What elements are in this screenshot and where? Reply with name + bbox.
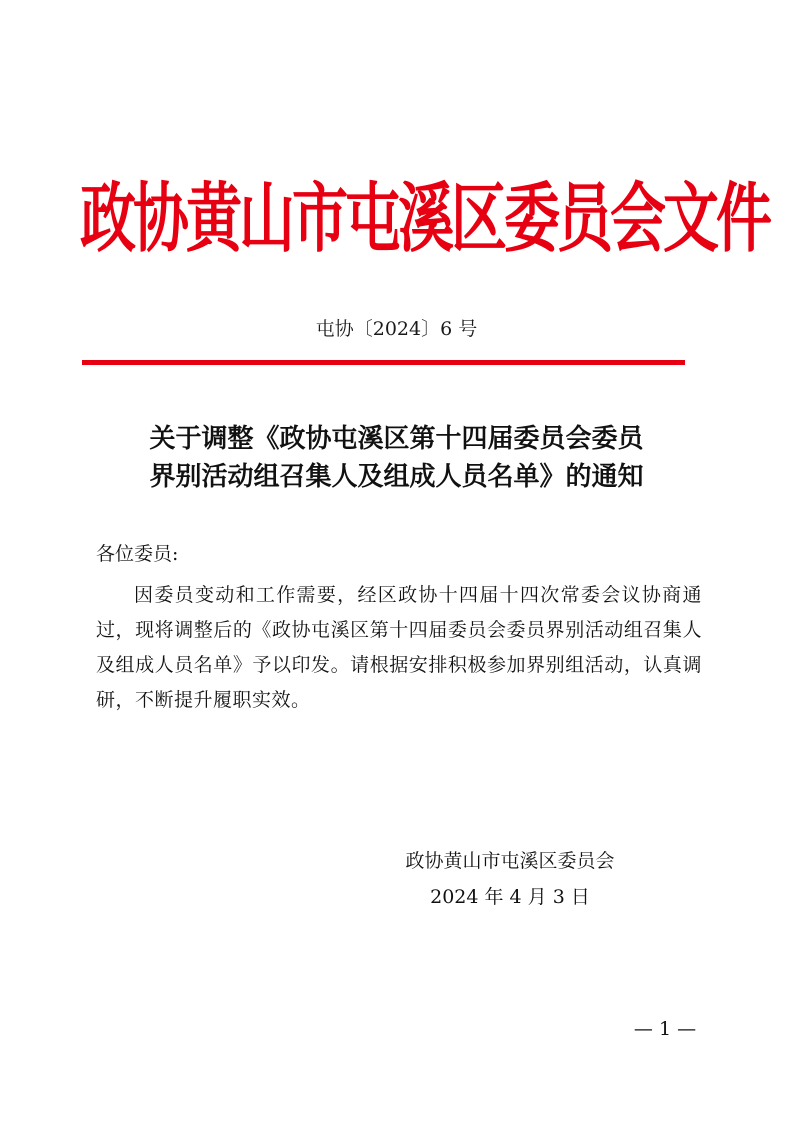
salutation: 各位委员: <box>96 543 179 565</box>
signature-block <box>380 843 640 915</box>
body-paragraph: 因委员变动和工作需要，经区政协十四届十四次常委会议协商通过，现将调整后的《政协屯溪区第十四届委员会委员界别活动组召集人及组成人员名单》予以印发。请根据安排积极参加界别组活动，认真调研，不断提升履职实效。 <box>96 584 702 711</box>
red-header-rule <box>82 360 685 365</box>
notice-title-line-1: 关于调整《政协屯溪区第十四届委员会委员 <box>149 424 644 454</box>
signature-date: 2024 年 4 月 3 日 <box>430 886 590 908</box>
page-number: — 1 — <box>633 1018 697 1040</box>
notice-title <box>80 420 713 496</box>
notice-title-line-2: 界别活动组召集人及组成人员名单》的通知 <box>149 462 644 492</box>
document-header-title: 政协黄山市屯溪区委员会文件 <box>80 174 769 264</box>
document-number: 屯协〔2024〕6 号 <box>315 318 478 340</box>
signature-organization: 政协黄山市屯溪区委员会 <box>405 850 615 872</box>
